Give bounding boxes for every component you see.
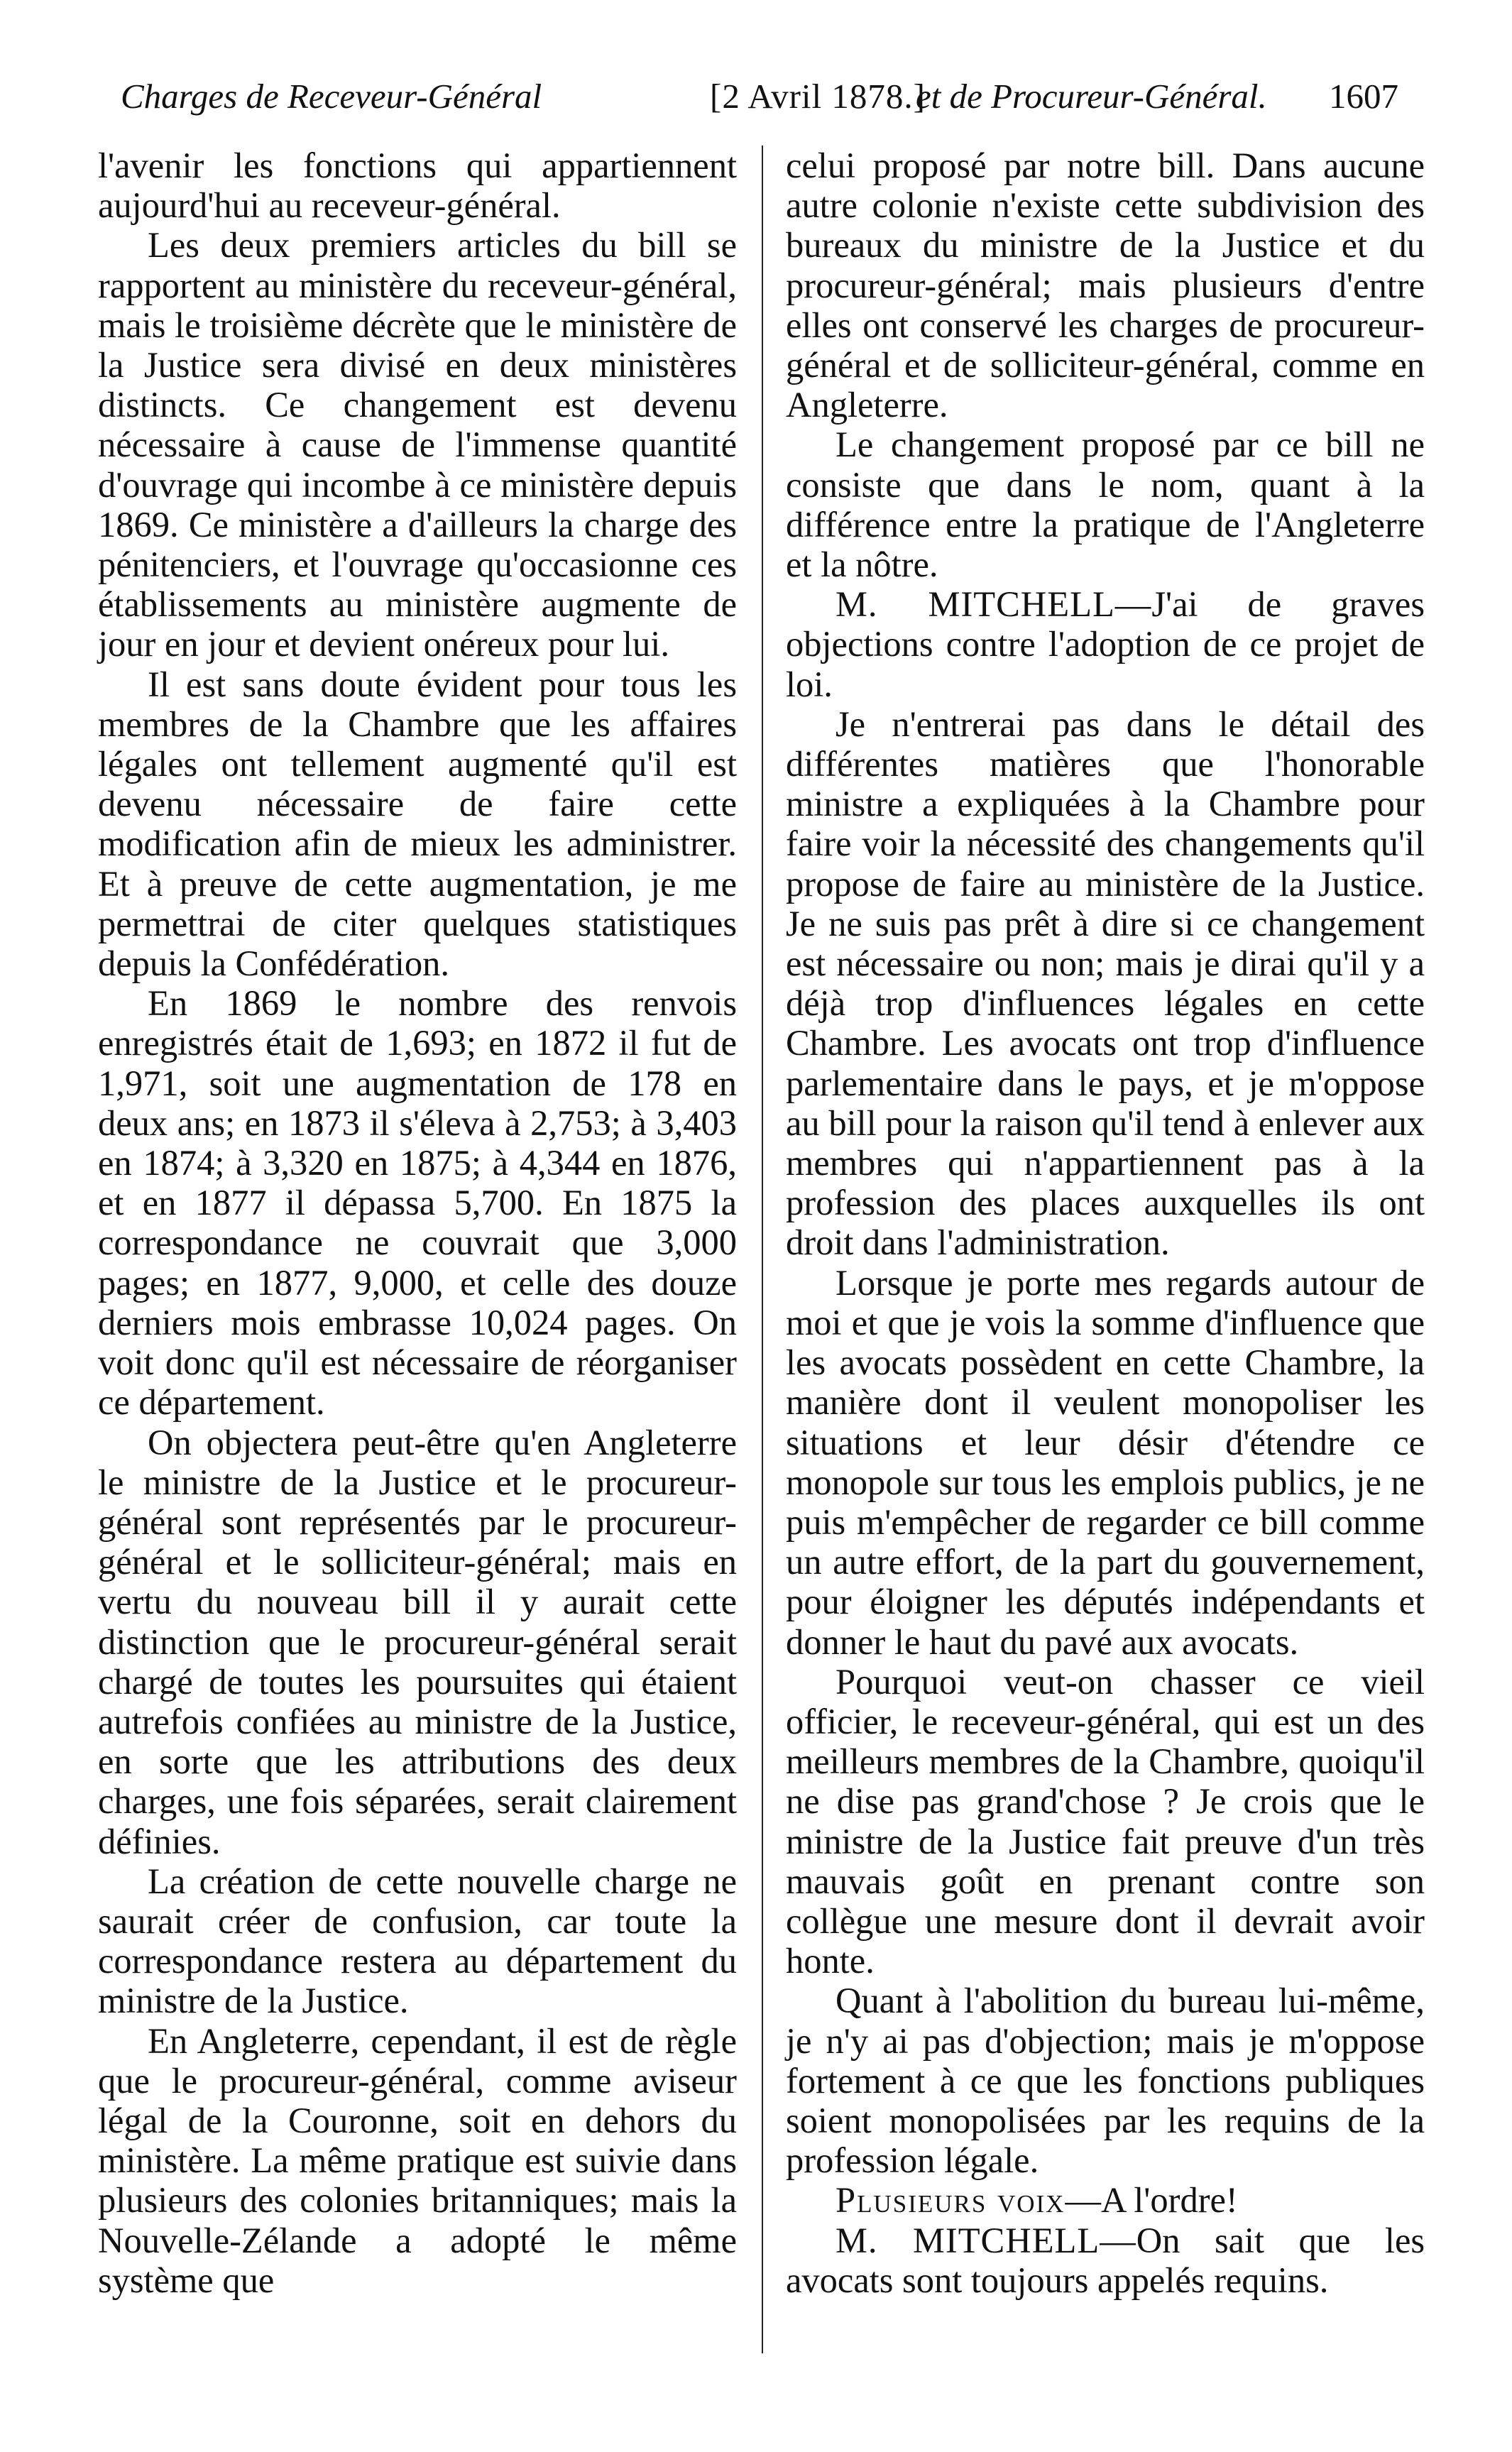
paragraph-text: Je n'entrerai pas dans le détail des différentes matières que l'honorable ministre a expliquées à la Chambre pour faire voir la nécessité des changements qu'il propose de faire au ministère de la Justice. Je ne suis pas prêt à dire si ce changement est nécessaire ou non; mais je dirai qu'il y a déjà trop d'influences légales en cette Chambre. Les avocats ont trop d'influence parlementaire dans le pays, et je m'oppose au bill pour la raison qu'il tend à enlever aux membres qui n'appartiennent pas à la profession des places auxquelles ils ont droit dans l'administration. xyxy=(786,704,1425,1263)
page-number: 1607 xyxy=(1329,77,1398,116)
paragraph xyxy=(786,1981,1425,2180)
paragraph xyxy=(786,584,1425,704)
header-date: [2 Avril 1878.] xyxy=(710,77,926,116)
paragraph-text: Le changement proposé par ce bill ne consiste que dans le nom, quant à la différence entre la pratique de l'Angleterre et la nôtre. xyxy=(786,425,1425,585)
paragraph-text: En Angleterre, cependant, il est de règle que le procureur-général, comme aviseur légal de la Couronne, soit en dehors du ministère. La même pratique est suivie dans plusieurs des colonies britanniques; mais la Nouvelle-Zélande a adopté le même système que xyxy=(98,2020,737,2300)
paragraph-text: Les deux premiers articles du bill se rapportent au ministère du receveur-général, mais le troisième décrète que le ministère de la Justice sera divisé en deux ministères distincts. Ce changement est devenu nécessaire à cause de l'immense quantité d'ouvrage qui incombe à ce ministère depuis 1869. Ce ministère a d'ailleurs la charge des pénitenciers, et l'ouvrage qu'occasionne ces établissements au ministère augmente de jour en jour et devient onéreux pour lui. xyxy=(98,225,737,664)
speaker-name: M. MITCHELL— xyxy=(836,584,1152,625)
paragraph-text: —A l'ordre! xyxy=(1065,2180,1238,2221)
paragraph xyxy=(98,225,737,664)
paragraph xyxy=(98,1861,737,2021)
speaker-name: M. MITCHELL— xyxy=(836,2220,1136,2260)
speaker-name: Plusieurs voix xyxy=(836,2180,1065,2221)
paragraph xyxy=(98,983,737,1422)
header-left-title: Charges de Receveur-Général xyxy=(121,77,542,116)
paragraph-text: J'ai de graves objections contre l'adoption de ce projet de loi. xyxy=(786,584,1425,704)
paragraph-text: On sait que les avocats sont toujours appelés requins. xyxy=(786,2220,1425,2300)
paragraph-text: Pourquoi veut-on chasser ce vieil officier, le receveur-général, qui est un des meilleurs membres de la Chambre, quoiqu'il ne dise pas grand'chose ? Je crois que le ministre de la Justice fait preuve d'un très mauvais goût en prenant contre son collègue une mesure dont il devrait avoir honte. xyxy=(786,1661,1425,1981)
paragraph-text: Il est sans doute évident pour tous les membres de la Chambre que les affaires légales ont tellement augmenté qu'il est devenu nécessaire de faire cette modification afin de mieux les administrer. Et à preuve de cette augmentation, je me permettrai de citer quelques statistiques depuis la Confédération. xyxy=(98,664,737,984)
paragraph-text: l'avenir les fonctions qui appartiennent aujourd'hui au receveur-général. xyxy=(98,146,737,226)
paragraph xyxy=(98,664,737,984)
column-divider xyxy=(762,146,763,2353)
paragraph-text: On objectera peut-être qu'en Angleterre le ministre de la Justice et le procureur-général sont représentés par le procureur-général et le solliciteur-général; mais en vertu du nouveau bill il y aurait cette distinction que le procureur-général serait chargé de toutes les poursuites qui étaient autrefois confiées au ministre de la Justice, en sorte que les attributions des deux charges, une fois séparées, serait clairement définies. xyxy=(98,1422,737,1861)
paragraph xyxy=(786,2221,1425,2300)
left-column xyxy=(98,146,737,2300)
right-column xyxy=(786,146,1425,2300)
paragraph-text: Lorsque je porte mes regards autour de moi et que je vois la somme d'influence que les avocats possèdent en cette Chambre, la manière dont il veulent monopoliser les situations et leur désir d'étendre ce monopole sur tous les emplois publics, je ne puis m'empêcher de regarder ce bill comme un autre effort, de la part du gouvernement, pour éloigner les députés indépendants et donner le haut du pavé aux avocats. xyxy=(786,1262,1425,1662)
paragraph xyxy=(786,704,1425,1263)
paragraph-text: Quant à l'abolition du bureau lui-même, je n'y ai pas d'objection; mais je m'oppose fortement à ce que les fonctions publiques soient monopolisées par les requins de la profession légale. xyxy=(786,1981,1425,2181)
paragraph xyxy=(786,2180,1425,2220)
paragraph-text: La création de cette nouvelle charge ne saurait créer de confusion, car toute la correspondance restera au département du ministre de la Justice. xyxy=(98,1861,737,2021)
paragraph xyxy=(786,425,1425,584)
paragraph xyxy=(786,1263,1425,1662)
paragraph-text: celui proposé par notre bill. Dans aucune autre colonie n'existe cette subdivision des bureaux du ministre de la Justice et du procureur-général; mais plusieurs d'entre elles ont conservé les charges de procureur-général et de solliciteur-général, comme en Angleterre. xyxy=(786,146,1425,425)
paragraph xyxy=(98,146,737,225)
paragraph-text: En 1869 le nombre des renvois enregistrés était de 1,693; en 1872 il fut de 1,971, soit une augmentation de 178 en deux ans; en 1873 il s'éleva à 2,753; à 3,403 en 1874; à 3,320 en 1875; à 4,344 en 1876, et en 1877 il dépassa 5,700. En 1875 la correspondance ne couvrait que 3,000 pages; en 1877, 9,000, et celle des douze derniers mois embrasse 10,024 pages. On voit donc qu'il est nécessaire de réorganiser ce département. xyxy=(98,983,737,1423)
header-right-title: et de Procureur-Général. xyxy=(916,77,1267,116)
running-header xyxy=(106,68,1398,125)
paragraph xyxy=(98,1423,737,1861)
paragraph xyxy=(786,146,1425,425)
paragraph xyxy=(98,2021,737,2300)
paragraph xyxy=(786,1662,1425,1981)
